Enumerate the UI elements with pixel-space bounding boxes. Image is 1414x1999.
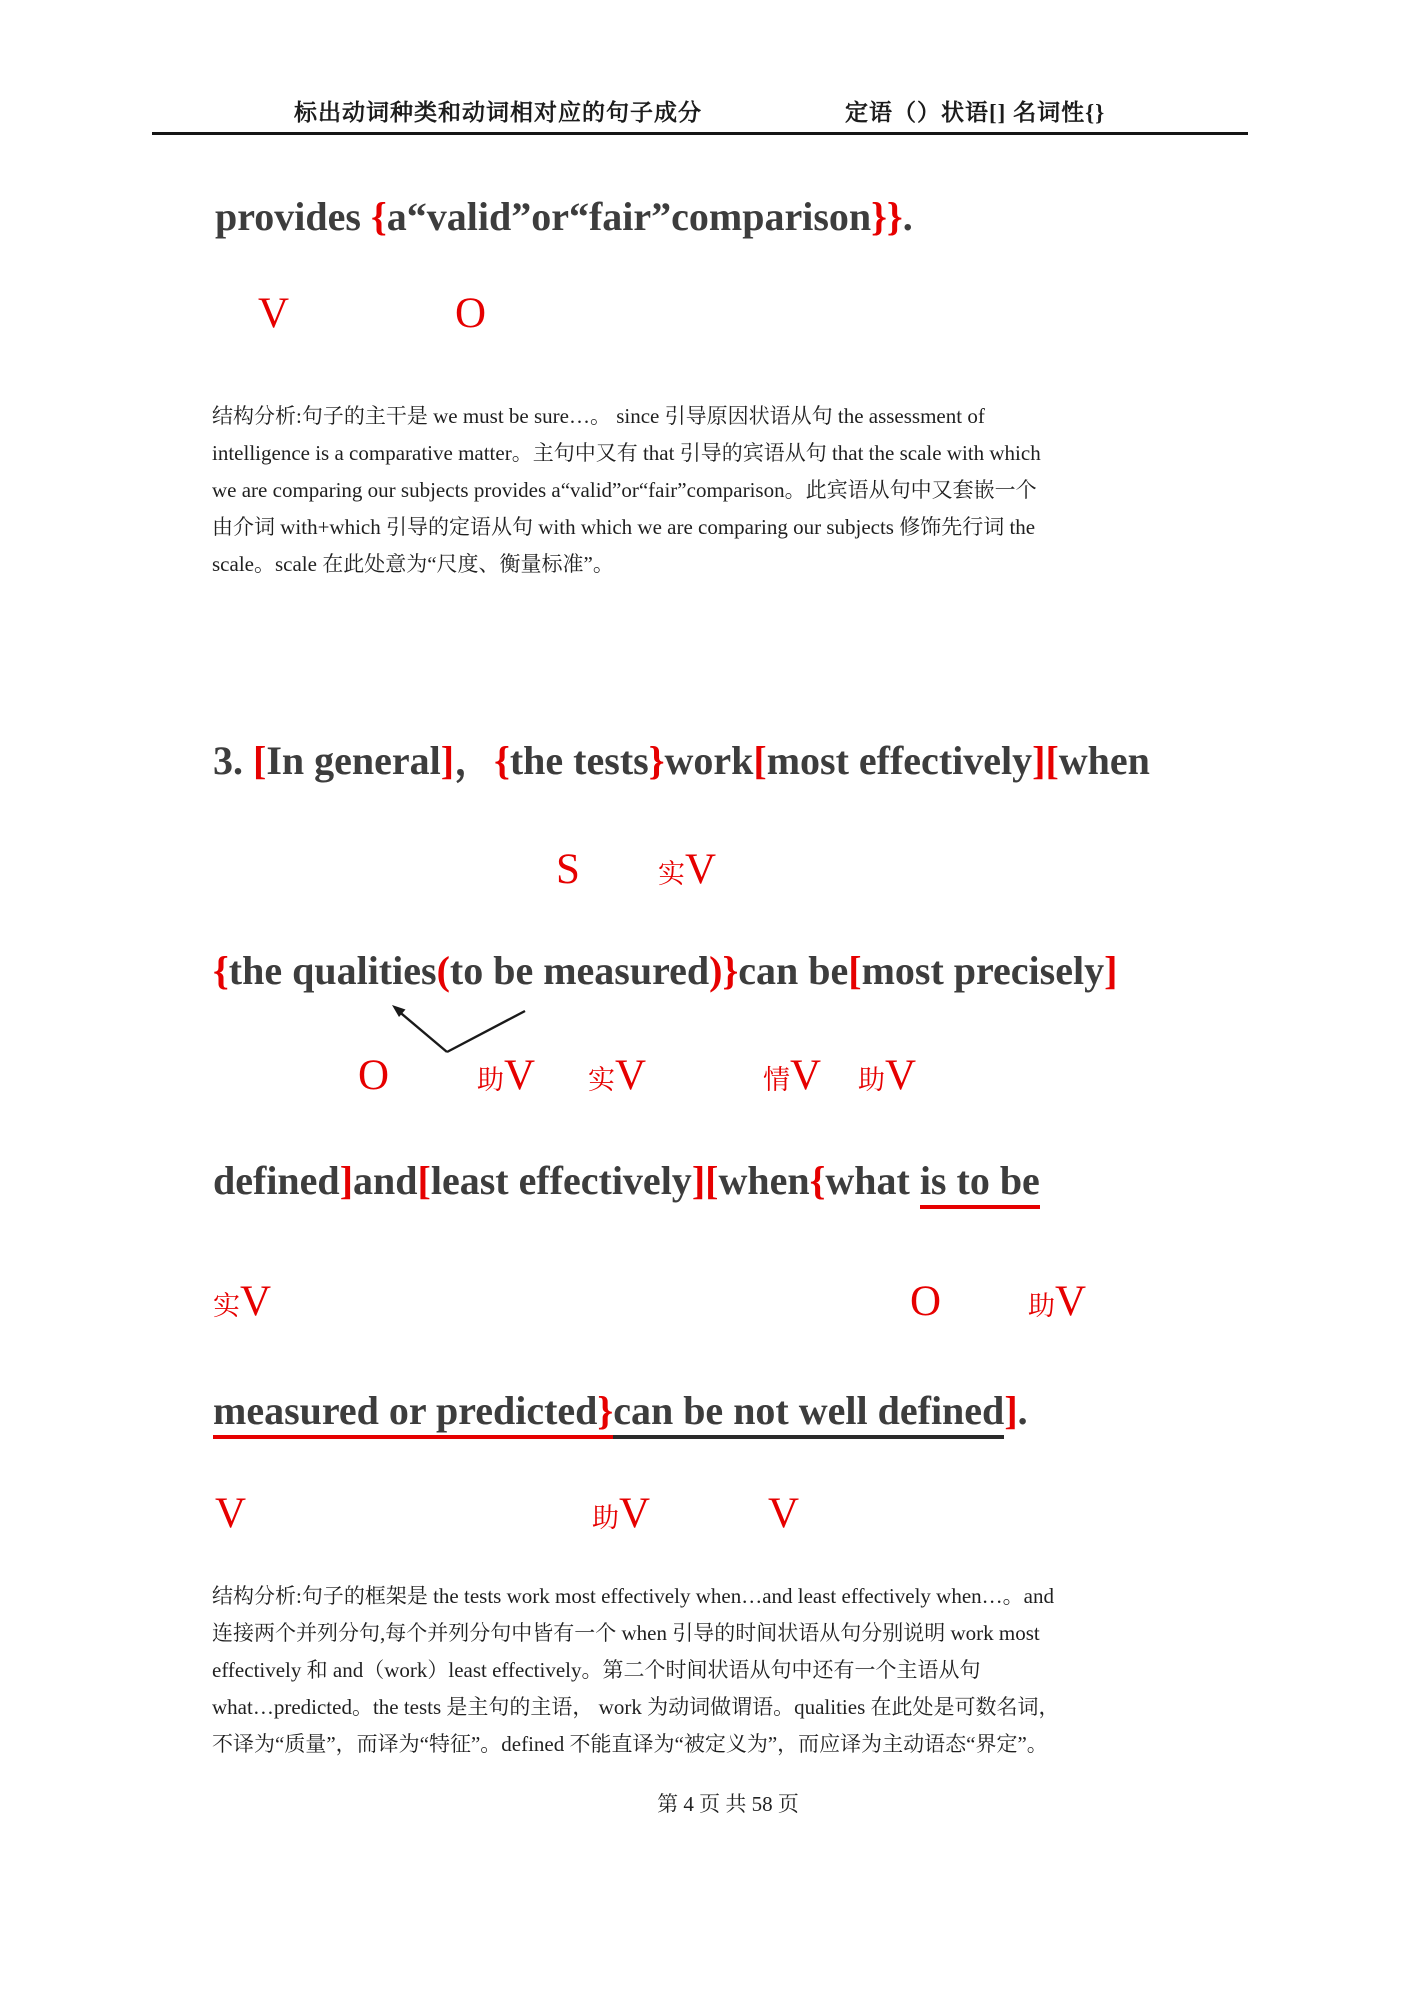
grammar-marker-实V: 实V: [658, 846, 717, 893]
sentence-text: most precisely: [861, 948, 1105, 993]
bracket-annotation: [: [753, 738, 767, 783]
example3-line3: [213, 1156, 1040, 1206]
sentence-text: defined: [213, 1158, 340, 1203]
grammar-marker-助V: 助V: [1028, 1278, 1087, 1325]
bracket-annotation: {: [494, 738, 510, 783]
bracket-annotation: {: [370, 194, 387, 239]
analysis-line: we are comparing our subjects provides a“valid”or“fair”comparison。此宾语从句中又套嵌一个: [212, 478, 1037, 502]
page-number: 第 4 页 共 58 页: [657, 1792, 799, 1816]
sentence-text: .: [902, 194, 913, 239]
marker-row-4: [0, 1280, 1414, 1328]
analysis-line: intelligence is a comparative matter。主句中又有 that 引导的宾语从句 that the scale with which: [212, 441, 1041, 465]
analysis-line: 不译为“质量”，而译为“特征”。defined 不能直译为“被定义为”，而应译为主动语态“界定”。: [212, 1732, 1048, 1756]
sentence-text: .: [1017, 1388, 1028, 1433]
bracket-annotation: (: [436, 948, 450, 993]
grammar-marker-O: O: [358, 1052, 390, 1099]
grammar-marker-助V: 助V: [592, 1490, 651, 1537]
marker-row-5: [0, 1492, 1414, 1540]
bracket-annotation: ]: [1104, 948, 1118, 993]
grammar-marker-S: S: [556, 846, 580, 893]
sentence-text: provides: [215, 194, 371, 239]
analysis-line: 结构分析:句子的主干是 we must be sure…。 since 引导原因状语从句 the assessment of: [212, 404, 985, 428]
bracket-annotation: }}: [871, 194, 903, 239]
bracket-annotation: [: [253, 738, 267, 783]
sentence-text: most effectively: [766, 738, 1033, 783]
grammar-marker-实V: 实V: [213, 1278, 272, 1325]
grammar-marker-助V: 助V: [858, 1052, 917, 1099]
bracket-annotation: {: [809, 1158, 826, 1203]
marker-row-3: [0, 1054, 1414, 1102]
bracket-annotation: [: [417, 1158, 431, 1203]
sentence-text: can be not well defined: [613, 1388, 1004, 1439]
sentence-text: measured or predicted: [213, 1388, 597, 1439]
grammar-marker-助V: 助V: [477, 1052, 536, 1099]
header-legend-right: 定语（）状语[] 名词性{}: [845, 100, 1106, 125]
analysis-line: scale。scale 在此处意为“尺度、衡量标准”。: [212, 552, 614, 576]
sentence-text: 3.: [213, 738, 253, 783]
analysis-line: 由介词 with+which 引导的定语从句 with which we are comparing our subjects 修饰先行词 the: [212, 515, 1036, 539]
bracket-annotation: )}: [709, 948, 739, 993]
grammar-marker-V: V: [768, 1490, 800, 1537]
sentence-text: least effectively: [430, 1158, 692, 1203]
analysis-line: 结构分析:句子的框架是 the tests work most effectively when…and least effectively when…。and: [212, 1584, 1054, 1608]
sentence-text: the qualities: [228, 948, 437, 993]
bracket-annotation: ][: [1032, 738, 1059, 783]
bracket-annotation: [: [848, 948, 862, 993]
sentence-text: ，: [454, 738, 495, 783]
sentence-text: to be measured: [449, 948, 710, 993]
sentence-text: work: [664, 738, 754, 783]
sentence-text: a“valid”or“fair”comparison: [386, 194, 872, 239]
sentence-text: In general: [266, 738, 441, 783]
example3-line4: [213, 1386, 1028, 1436]
bracket-annotation: }: [597, 1388, 613, 1439]
bracket-annotation: }: [648, 738, 665, 783]
bracket-annotation: {: [213, 948, 229, 993]
grammar-marker-实V: 实V: [588, 1052, 647, 1099]
analysis-line: what…predicted。the tests 是主句的主语， work 为动词做谓语。qualities 在此处是可数名词，: [212, 1695, 1060, 1719]
grammar-marker-O: O: [910, 1278, 942, 1325]
sentence-text: what: [825, 1158, 920, 1203]
sentence-text: the tests: [509, 738, 649, 783]
bracket-annotation: ][: [691, 1158, 719, 1203]
grammar-marker-V: V: [258, 290, 290, 337]
analysis-paragraph-2: [212, 1578, 1060, 1763]
analysis-line: effectively 和 and（work）least effectively。第二个时间状语从句中还有一个主语从句: [212, 1658, 981, 1682]
sentence-text: when: [718, 1158, 810, 1203]
sentence-text: can be: [738, 948, 849, 993]
grammar-marker-O: O: [455, 290, 487, 337]
analysis-line: 连接两个并列分句,每个并列分句中皆有一个 when 引导的时间状语从句分别说明 work most: [212, 1621, 1040, 1645]
sentence-text: when: [1058, 738, 1150, 783]
bracket-annotation: ]: [440, 738, 455, 783]
header-title-left: 标出动词种类和动词相对应的句子成分: [294, 100, 702, 125]
grammar-marker-情V: 情V: [763, 1052, 822, 1099]
sentence-text: and: [353, 1158, 418, 1203]
sentence-text: is to be: [920, 1158, 1040, 1209]
bracket-annotation: ]: [1004, 1388, 1018, 1433]
grammar-marker-V: V: [215, 1490, 247, 1537]
bracket-annotation: ]: [339, 1158, 354, 1203]
